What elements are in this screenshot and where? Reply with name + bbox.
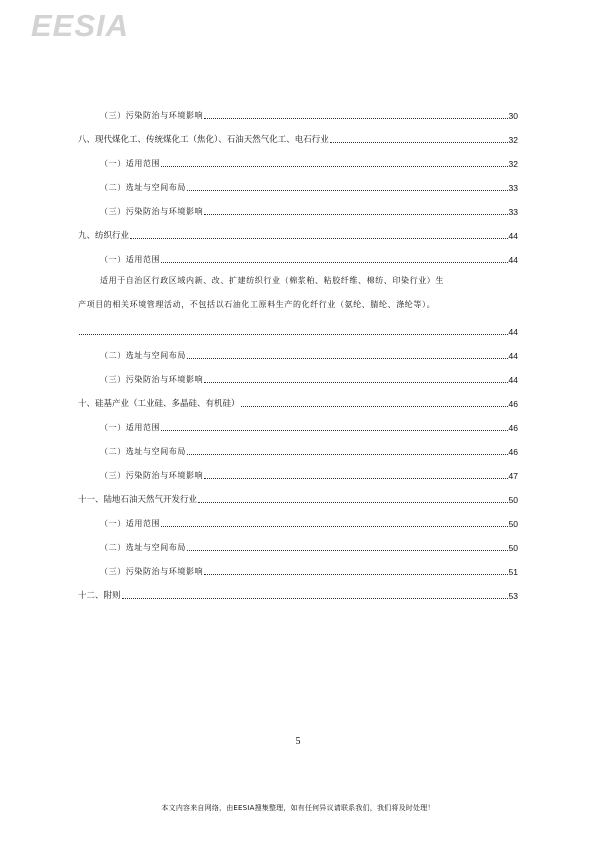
toc-entry-title: 十、硅基产业（工业硅、多晶硅、有机硅） [78,399,240,409]
toc-leader-dots [198,501,508,503]
toc-entry-page: 44 [508,351,518,361]
toc-scope-text-line: 适用于自治区行政区域内新、改、扩建纺织行业（棉浆粕、粘胶纤维、棉纺、印染行业）生 [100,276,444,285]
toc-entry-title: 八、现代煤化工、传统煤化工（焦化）、石油天然气化工、电石行业 [78,135,329,145]
toc-entry-page: 50 [508,519,518,529]
toc-scope-text-line: 产项目的相关环境管理活动，不包括以石油化工原料生产的化纤行业（氨纶、腈纶、涤纶等）。 [78,300,436,309]
toc-entry-page: 53 [508,591,518,601]
footer-notice: 本文内容来自网络，由EESIA搜集整理，如有任何异议请联系我们，我们将及时处理！ [161,804,435,812]
toc-entry-page: 50 [508,543,518,553]
toc-entry-page: 44 [508,375,518,385]
toc-entry-title: （三）污染防治与环境影响 [100,471,204,480]
toc-entry[interactable] [78,467,518,481]
toc-entry[interactable] [78,347,518,361]
toc-entry-page: 33 [508,183,518,193]
toc-entry[interactable] [78,131,518,145]
toc-entry[interactable] [78,395,518,409]
toc-entry[interactable] [78,179,518,193]
toc-entry[interactable] [78,419,518,433]
toc-entry[interactable] [78,563,518,577]
toc-entry[interactable] [78,107,518,121]
toc-entry[interactable] [78,539,518,553]
toc-leader-dots [204,381,507,383]
toc-leader-dots [187,453,508,455]
toc-entry-page: 51 [508,567,518,577]
toc-entry-title: （一）适用范围 [100,255,161,264]
eesia-logo: EESIA [31,8,130,43]
toc-entry-page: 33 [508,207,518,217]
toc-leader-dots [187,357,508,359]
toc-entry-page: 32 [508,159,518,169]
toc-entry-title: （三）污染防治与环境影响 [100,375,204,384]
toc-entry-title: 九、纺织行业 [78,231,130,241]
toc-entry-page: 50 [508,495,518,505]
toc-entry[interactable] [78,587,518,601]
toc-entry-title: （一）适用范围 [100,519,161,528]
toc-entry[interactable] [78,371,518,385]
toc-leader-dots [187,549,508,551]
toc-leader-dots [161,525,507,527]
toc-entry[interactable] [78,251,518,265]
toc-entry[interactable] [78,227,518,241]
toc-entry-page: 47 [508,471,518,481]
toc-entry-title: 十二、附则 [78,591,121,601]
toc-entry-title: （二）选址与空间布局 [100,351,186,360]
toc-leader-dots [79,333,508,335]
page-number: 5 [295,736,301,747]
toc-leader-dots [241,405,508,407]
toc-entry-page: 32 [508,135,518,145]
toc-entry-title: （一）适用范围 [100,423,161,432]
toc-entry[interactable] [78,515,518,529]
toc-leader-dots [330,141,508,143]
toc-entry-page: 46 [508,423,518,433]
toc-entry-page: 44 [508,255,518,265]
toc-leader-dots [187,189,508,191]
toc-entry-page: 46 [508,399,518,409]
toc-entry-title: （二）选址与空间布局 [100,183,186,192]
toc-entry-title: （三）污染防治与环境影响 [100,111,204,120]
toc-entry-title: （三）污染防治与环境影响 [100,207,204,216]
toc-entry[interactable] [78,203,518,217]
toc-leader-dots [161,261,507,263]
toc-entry[interactable] [78,323,518,337]
toc-leader-dots [204,213,507,215]
toc-leader-dots [204,117,507,119]
toc-leader-dots [161,429,507,431]
toc-entry-page: 30 [508,111,518,121]
toc-entry-title: （二）选址与空间布局 [100,447,186,456]
toc-entry-title: （三）污染防治与环境影响 [100,567,204,576]
toc-leader-dots [161,165,507,167]
toc-entry[interactable] [78,491,518,505]
toc-entry-title: 十一、陆地石油天然气开发行业 [78,495,198,505]
toc-leader-dots [130,237,508,239]
toc-entry-page: 46 [508,447,518,457]
toc-leader-dots [204,573,507,575]
toc-entry-title: （一）适用范围 [100,159,161,168]
toc-entry-title: （二）选址与空间布局 [100,543,186,552]
toc-leader-dots [122,597,508,599]
toc-entry[interactable] [78,443,518,457]
toc-entry[interactable] [78,155,518,169]
toc-entry-page: 44 [508,327,518,337]
toc-entry-page: 44 [508,231,518,241]
toc-leader-dots [204,477,507,479]
